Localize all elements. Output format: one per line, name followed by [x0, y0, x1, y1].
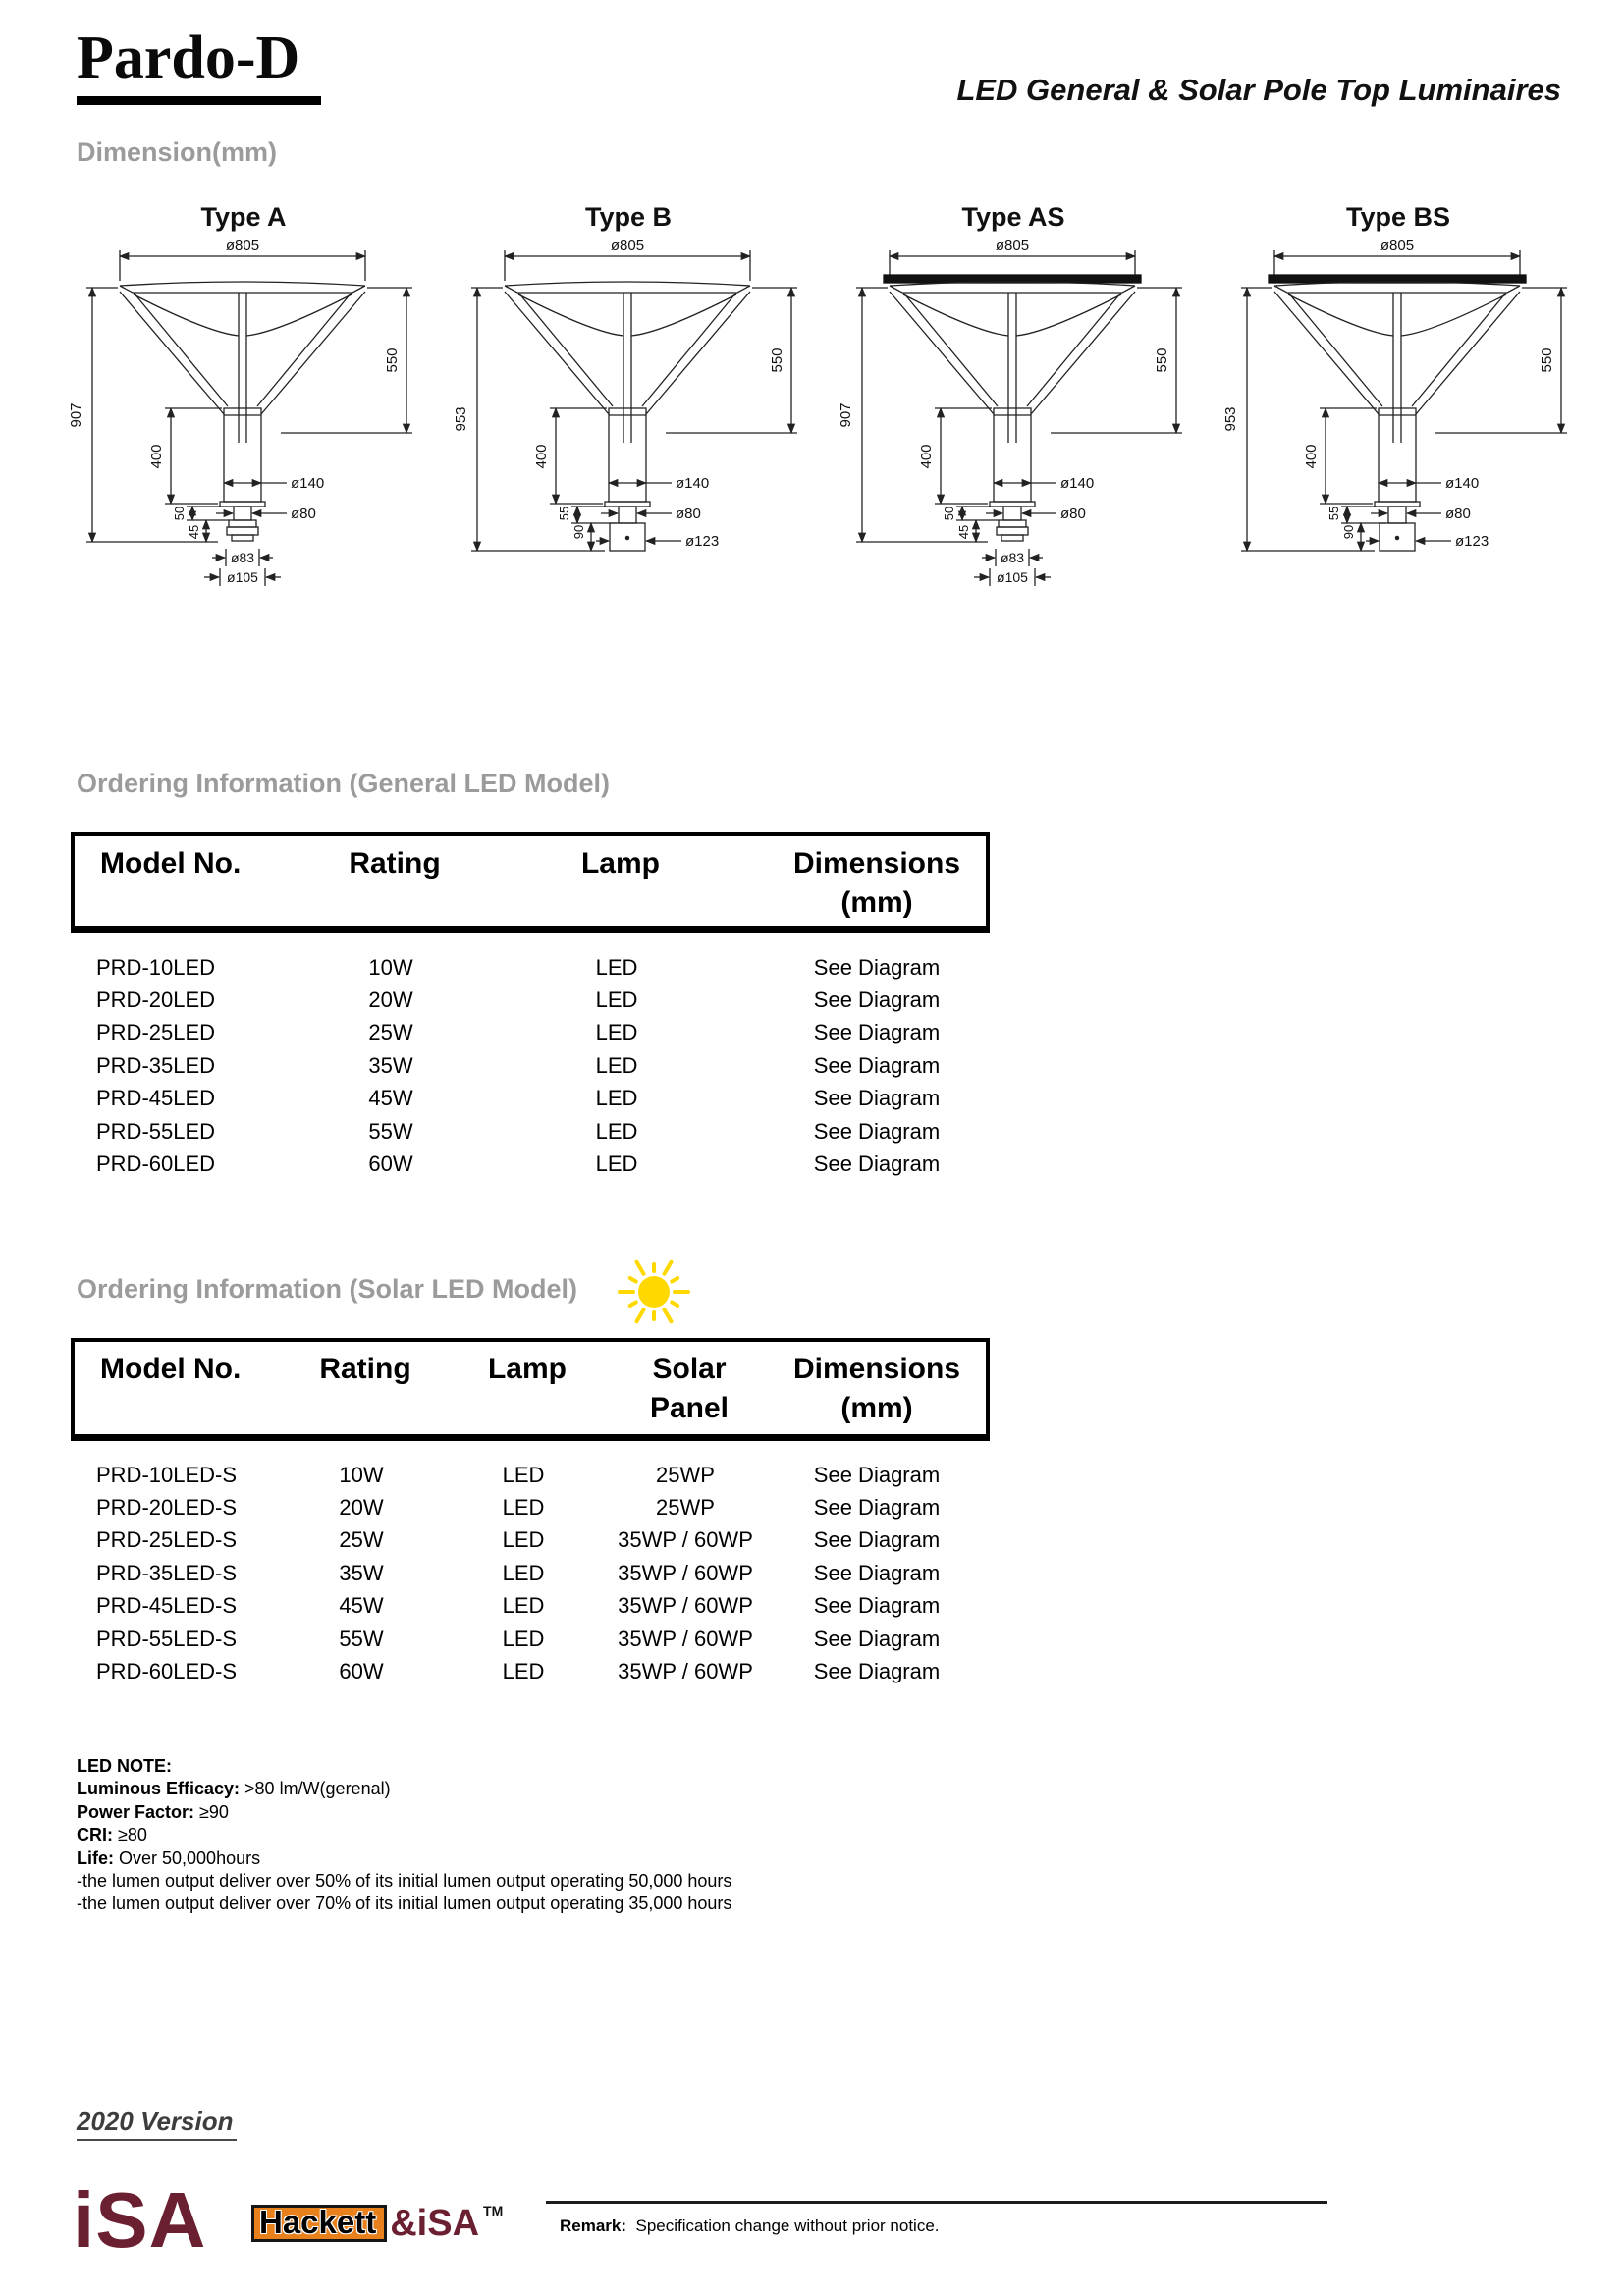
cell: PRD-10LED-S: [96, 1462, 238, 1487]
svg-text:55: 55: [1326, 506, 1341, 521]
version-label: 2020 Version: [77, 2107, 237, 2141]
cell: PRD-55LED-S: [96, 1626, 238, 1651]
cell: 55W: [339, 1626, 384, 1651]
cell: See Diagram: [813, 1495, 941, 1521]
cell: LED: [595, 1020, 638, 1045]
diagram-type-a: [51, 202, 436, 590]
svg-text:ø80: ø80: [1445, 506, 1471, 522]
type-as-drawing: [821, 237, 1204, 590]
remark-label: Remark:: [560, 2216, 627, 2235]
note-line: -the lumen output deliver over 70% of its initial lumen output operating 35,000 hours: [77, 1894, 732, 1914]
cell: 35WP / 60WP: [618, 1593, 753, 1619]
svg-text:ø805: ø805: [1380, 238, 1415, 254]
led-note: [77, 1755, 731, 1916]
table-row: [71, 1590, 990, 1623]
cell: See Diagram: [813, 988, 941, 1013]
cell: 10W: [368, 954, 413, 980]
cell: PRD-25LED: [96, 1020, 216, 1045]
cell: See Diagram: [813, 1052, 941, 1078]
cell: 25WP: [656, 1495, 715, 1521]
cell: See Diagram: [813, 1118, 941, 1144]
general-table-rows: [71, 951, 990, 1181]
diagram-title: Type A: [200, 202, 287, 232]
svg-text:907: 907: [68, 402, 84, 428]
cell: LED: [502, 1560, 545, 1585]
cell: PRD-35LED: [96, 1052, 216, 1078]
cell: 20W: [339, 1495, 384, 1521]
cell: 35W: [368, 1052, 413, 1078]
cell: PRD-35LED-S: [96, 1560, 238, 1585]
column-header: Dimensions (mm): [792, 847, 961, 919]
svg-text:55: 55: [557, 506, 571, 521]
svg-text:ø80: ø80: [291, 506, 316, 522]
cell: 25W: [339, 1527, 384, 1553]
cell: LED: [595, 1052, 638, 1078]
diagram-type-bs: [1206, 202, 1591, 590]
spec-label: Power Factor:: [77, 1801, 195, 1822]
solar-table-header: [71, 1338, 990, 1441]
svg-text:ø805: ø805: [610, 238, 645, 254]
spec-line: Luminous Efficacy: >80 lm/W(gerenal): [77, 1779, 391, 1799]
cell: LED: [595, 988, 638, 1013]
spec-label: Life:: [77, 1847, 114, 1868]
table-row: [71, 1557, 990, 1589]
cell: LED: [502, 1659, 545, 1684]
table-row: [71, 1017, 990, 1049]
svg-text:ø140: ø140: [1060, 475, 1095, 492]
svg-text:400: 400: [1303, 444, 1320, 469]
brand-title: Pardo-D: [77, 25, 300, 91]
column-header: Dimensions (mm): [792, 1353, 961, 1424]
svg-text:45: 45: [956, 524, 971, 540]
cell: LED: [595, 1151, 638, 1177]
spec-label: CRI:: [77, 1825, 113, 1845]
diagram-type-b: [436, 202, 821, 590]
svg-text:550: 550: [1154, 347, 1170, 373]
cell: See Diagram: [813, 954, 941, 980]
svg-text:953: 953: [1222, 406, 1239, 432]
spec-label: Luminous Efficacy:: [77, 1779, 241, 1799]
svg-text:400: 400: [148, 444, 165, 469]
footer-remark: [560, 2216, 940, 2236]
cell: 45W: [339, 1593, 384, 1619]
cell: 35WP / 60WP: [618, 1626, 753, 1651]
svg-text:ø83: ø83: [230, 550, 255, 565]
cell: PRD-45LED-S: [96, 1593, 238, 1619]
cell: LED: [595, 1086, 638, 1111]
cell: 60W: [368, 1151, 413, 1177]
svg-text:400: 400: [533, 444, 550, 469]
diagram-title: Type AS: [961, 202, 1065, 232]
svg-text:ø105: ø105: [227, 569, 258, 585]
table-row: [71, 1655, 990, 1687]
cell: 35WP / 60WP: [618, 1560, 753, 1585]
cell: 20W: [368, 988, 413, 1013]
svg-text:ø805: ø805: [995, 238, 1030, 254]
svg-text:550: 550: [1539, 347, 1555, 373]
svg-text:ø140: ø140: [291, 475, 325, 492]
svg-text:ø123: ø123: [685, 533, 720, 550]
spec-line: CRI: ≥80: [77, 1825, 147, 1845]
dimension-diagrams: [51, 202, 1593, 590]
dimension-section-heading: Dimension(mm): [77, 137, 278, 167]
cell: LED: [502, 1626, 545, 1651]
cell: PRD-25LED-S: [96, 1527, 238, 1553]
column-header: Lamp: [487, 1353, 567, 1385]
cell: PRD-60LED-S: [96, 1659, 238, 1684]
cell: See Diagram: [813, 1020, 941, 1045]
trademark-mark: TM: [483, 2203, 504, 2218]
cell: 35WP / 60WP: [618, 1659, 753, 1684]
hackett-logo-box: Hackett: [251, 2205, 387, 2242]
column-header: Model No.: [100, 1353, 242, 1385]
cell: PRD-20LED: [96, 988, 216, 1013]
table-row: [71, 1083, 990, 1115]
general-section-heading: Ordering Information (General LED Model): [77, 769, 611, 798]
cell: See Diagram: [813, 1659, 941, 1684]
table-row: [71, 1623, 990, 1655]
svg-text:ø80: ø80: [1060, 506, 1086, 522]
type-b-drawing: [436, 237, 819, 590]
svg-text:ø83: ø83: [1000, 550, 1025, 565]
table-row: [71, 984, 990, 1016]
column-header: Solar Panel: [649, 1353, 730, 1424]
svg-text:907: 907: [838, 402, 854, 428]
cell: PRD-60LED: [96, 1151, 216, 1177]
cell: See Diagram: [813, 1151, 941, 1177]
cell: LED: [502, 1495, 545, 1521]
sun-icon: [607, 1245, 701, 1339]
isa-logo: iSA: [73, 2176, 207, 2264]
svg-text:ø123: ø123: [1455, 533, 1489, 550]
cell: 35WP / 60WP: [618, 1527, 753, 1553]
spec-line: Power Factor: ≥90: [77, 1801, 229, 1822]
svg-text:953: 953: [453, 406, 469, 432]
table-row: [71, 1148, 990, 1180]
table-row: [71, 1459, 990, 1491]
svg-text:550: 550: [769, 347, 785, 373]
cell: See Diagram: [813, 1626, 941, 1651]
cell: 45W: [368, 1086, 413, 1111]
table-row: [71, 1115, 990, 1148]
cell: LED: [502, 1462, 545, 1487]
svg-text:ø140: ø140: [676, 475, 710, 492]
solar-table-rows: [71, 1459, 990, 1688]
svg-text:ø105: ø105: [997, 569, 1028, 585]
table-row: [71, 1491, 990, 1523]
type-bs-drawing: [1206, 237, 1589, 590]
column-header: Rating: [319, 1353, 411, 1385]
cell: LED: [502, 1593, 545, 1619]
cell: 35W: [339, 1560, 384, 1585]
cell: 60W: [339, 1659, 384, 1684]
column-header: Rating: [349, 847, 441, 880]
svg-text:ø80: ø80: [676, 506, 701, 522]
table-row: [71, 1049, 990, 1082]
svg-text:90: 90: [571, 524, 586, 540]
remark-text: Specification change without prior notice.: [635, 2216, 940, 2235]
page-title: LED General & Solar Pole Top Luminaires: [956, 73, 1561, 107]
cell: See Diagram: [813, 1086, 941, 1111]
brand-underline: [77, 96, 321, 105]
hackett-isa-logo: [251, 2205, 503, 2242]
svg-text:50: 50: [172, 506, 187, 521]
cell: 25W: [368, 1020, 413, 1045]
cell: PRD-10LED: [96, 954, 216, 980]
table-row: [71, 1524, 990, 1557]
cell: PRD-20LED-S: [96, 1495, 238, 1521]
diagram-title: Type BS: [1345, 202, 1451, 232]
svg-text:550: 550: [384, 347, 401, 373]
cell: PRD-45LED: [96, 1086, 216, 1111]
led-note-title: LED NOTE:: [77, 1756, 172, 1776]
general-table-header: [71, 832, 990, 933]
cell: 25WP: [656, 1462, 715, 1487]
cell: See Diagram: [813, 1593, 941, 1619]
cell: PRD-55LED: [96, 1118, 216, 1144]
cell: LED: [595, 1118, 638, 1144]
column-header: Lamp: [580, 847, 660, 880]
cell: LED: [502, 1527, 545, 1553]
type-a-drawing: [51, 237, 434, 590]
cell: See Diagram: [813, 1527, 941, 1553]
diagram-title: Type B: [584, 202, 672, 232]
cell: See Diagram: [813, 1462, 941, 1487]
cell: 10W: [339, 1462, 384, 1487]
svg-text:ø140: ø140: [1445, 475, 1480, 492]
footer-divider: [546, 2201, 1327, 2204]
svg-text:400: 400: [918, 444, 935, 469]
cell: 55W: [368, 1118, 413, 1144]
note-line: -the lumen output deliver over 50% of its initial lumen output operating 50,000 hours: [77, 1871, 732, 1892]
solar-section-heading: Ordering Information (Solar LED Model): [77, 1274, 578, 1304]
diagram-type-as: [821, 202, 1206, 590]
svg-text:ø805: ø805: [225, 238, 260, 254]
cell: LED: [595, 954, 638, 980]
table-row: [71, 951, 990, 984]
spec-line: Life: Over 50,000hours: [77, 1847, 261, 1868]
column-header: Model No.: [100, 847, 242, 880]
svg-text:90: 90: [1341, 524, 1356, 540]
cell: See Diagram: [813, 1560, 941, 1585]
hackett-logo-suffix: &iSA: [390, 2203, 480, 2244]
svg-text:45: 45: [187, 524, 201, 540]
svg-text:50: 50: [942, 506, 956, 521]
